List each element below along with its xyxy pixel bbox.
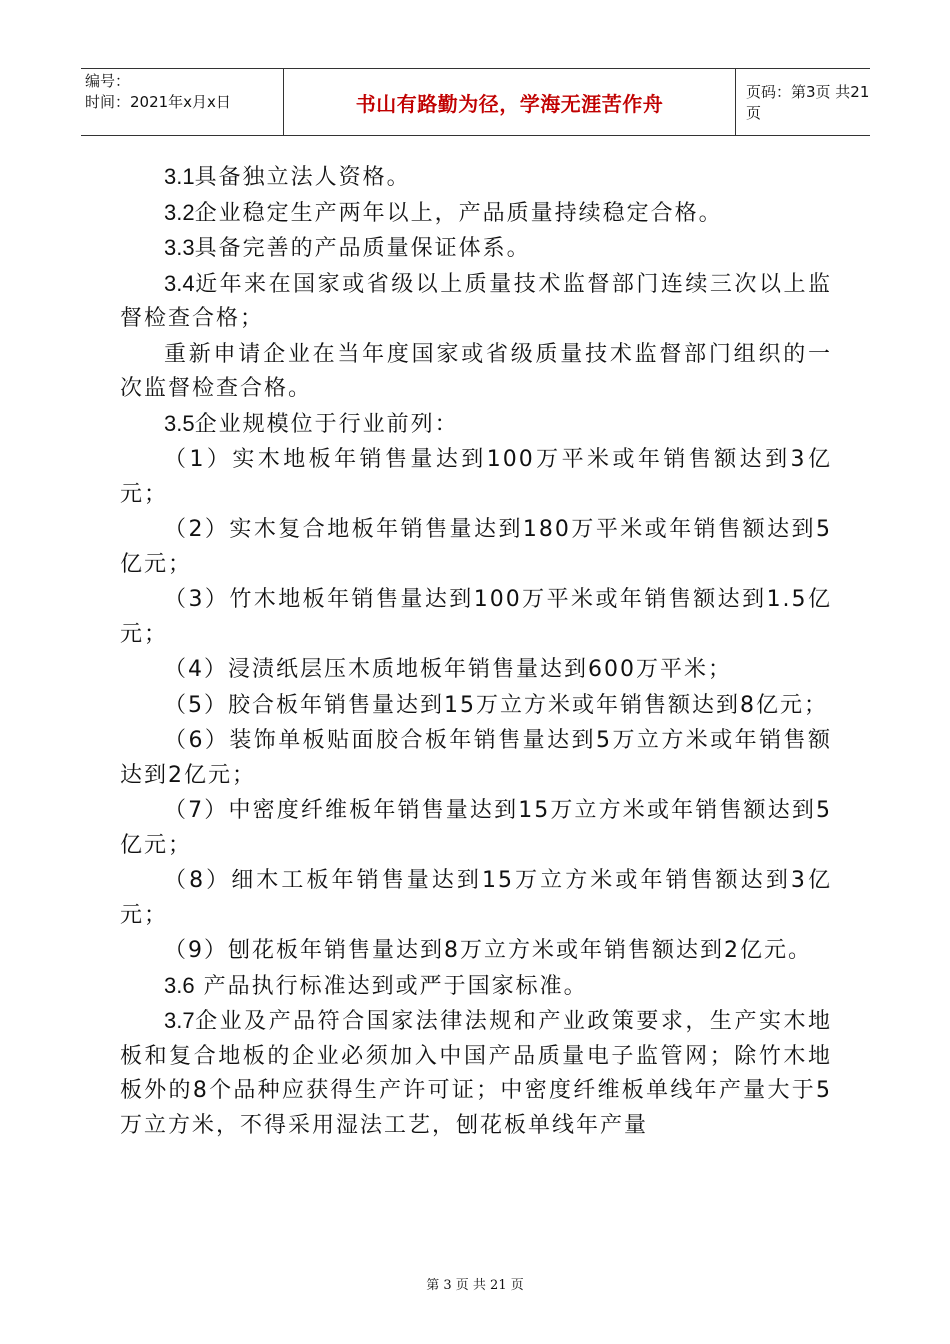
paragraph (120, 933, 832, 969)
paragraph (120, 969, 832, 1005)
paragraph (120, 512, 832, 582)
paragraph (120, 1004, 832, 1143)
header-motto: 书山有路勤为径，学海无涯苦作舟 (284, 69, 736, 135)
paragraph-text: （6）装饰单板贴面胶合板年销售量达到5万立方米或年销售额达到2亿元； (120, 728, 832, 788)
clause-number: 3.1 (164, 164, 195, 189)
paragraph (120, 196, 832, 232)
page-footer: 第 3 页 共 21 页 (426, 1278, 524, 1293)
paragraph-text: （7）中密度纤维板年销售量达到15万立方米或年销售额达到5亿元； (120, 798, 832, 858)
clause-number: 3.7 (164, 1008, 195, 1033)
paragraph (120, 582, 832, 652)
page-header (81, 68, 870, 136)
paragraph-text: （2）实木复合地板年销售量达到180万平米或年销售额达到5亿元； (120, 517, 832, 577)
paragraph (120, 652, 832, 688)
document-number-label: 编号： (85, 72, 131, 90)
paragraph (120, 442, 832, 512)
clause-number: 3.5 (164, 410, 195, 436)
paragraph-text: （5）胶合板年销售量达到15万立方米或年销售额达到8亿元； (164, 692, 828, 718)
paragraph-text: 重新申请企业在当年度国家或省级质量技术监督部门组织的一次监督检查合格。 (120, 341, 832, 401)
paragraph-text: 具备完善的产品质量保证体系。 (194, 236, 531, 261)
paragraph-text: （8）细木工板年销售量达到15万立方米或年销售额达到3亿元； (120, 868, 832, 928)
paragraph-text: 企业规模位于行业前列： (194, 411, 459, 437)
paragraph (120, 267, 832, 337)
paragraph-text: 具备独立法人资格。 (194, 165, 411, 190)
paragraph (120, 337, 832, 407)
clause-number: 3.4 (164, 270, 195, 296)
paragraph (120, 723, 832, 793)
paragraph-text: （3）竹木地板年销售量达到100万平米或年销售额达到1.5亿元； (120, 587, 832, 647)
paragraph (120, 231, 832, 267)
paragraph (120, 863, 832, 933)
paragraph (120, 688, 832, 724)
paragraph-text: （4）浸渍纸层压木质地板年销售量达到600万平米； (164, 657, 732, 682)
header-meta (81, 69, 284, 135)
paragraph (120, 793, 832, 863)
document-date: 时间：2021年x月x日 (85, 93, 231, 111)
paragraph-text: （9）刨花板年销售量达到8万立方米或年销售额达到2亿元。 (164, 938, 812, 963)
document-body (120, 160, 832, 1143)
paragraph-text: 企业稳定生产两年以上，产品质量持续稳定合格。 (194, 200, 723, 226)
paragraph (120, 160, 832, 196)
clause-number: 3.6 (164, 972, 195, 998)
clause-number: 3.2 (164, 199, 195, 225)
paragraph-text: 近年来在国家或省级以上质量技术监督部门连续三次以上监督检查合格； (120, 271, 832, 331)
clause-number: 3.3 (164, 235, 195, 260)
paragraph-text: 产品执行标准达到或严于国家标准。 (194, 973, 588, 999)
header-page-info: 页码：第3页 共21页 (746, 83, 870, 122)
paragraph (120, 407, 832, 443)
paragraph-text: 企业及产品符合国家法律法规和产业政策要求，生产实木地板和复合地板的企业必须加入中国产品质量电子监管网；除竹木地板外的8个品种应获得生产许可证；中密度纤维板单线年产量大于5万立方米，不得采用湿法工艺，刨花板单线年产量 (120, 1009, 832, 1138)
paragraph-text: （1）实木地板年销售量达到100万平米或年销售额达到3亿元； (120, 447, 832, 507)
